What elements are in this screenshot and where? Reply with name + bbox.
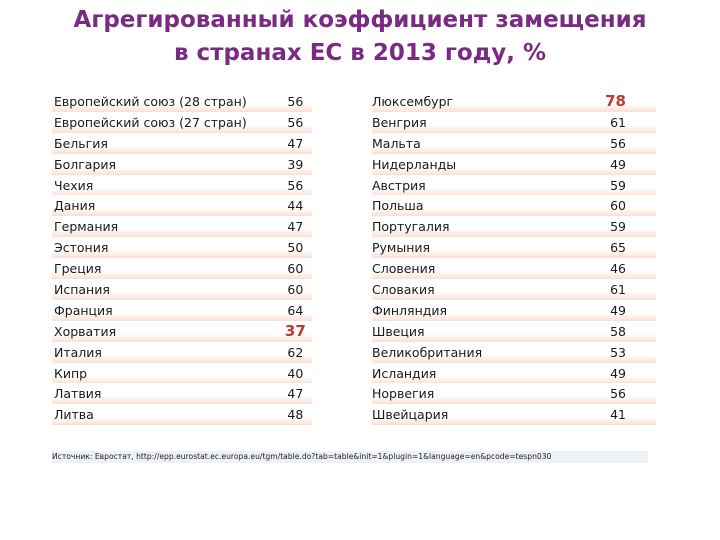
- country-name: Европейский союз (28 стран): [54, 93, 247, 109]
- country-name: Дания: [54, 198, 96, 214]
- replacement-rate-value: 64: [287, 302, 304, 318]
- left-table-row: [52, 195, 312, 216]
- country-name: Польша: [372, 198, 424, 214]
- replacement-rate-value: 60: [287, 281, 304, 297]
- country-name: Венгрия: [372, 114, 427, 130]
- left-table-row: [52, 342, 312, 363]
- right-table-row: [372, 112, 656, 133]
- replacement-rate-value: 49: [610, 156, 626, 172]
- country-name: Кипр: [54, 365, 88, 381]
- replacement-rate-value: 60: [287, 261, 304, 277]
- replacement-rate-value: 46: [610, 261, 626, 277]
- left-table-row: [52, 300, 312, 321]
- right-table-row: [372, 404, 656, 425]
- left-table-row: [52, 112, 312, 133]
- left-table-row: [52, 237, 312, 258]
- replacement-rate-value: 59: [610, 219, 626, 235]
- left-table-row: [52, 404, 312, 425]
- replacement-rate-value: 48: [287, 407, 304, 423]
- country-name: Мальта: [372, 135, 421, 151]
- replacement-rate-value: 56: [287, 177, 304, 193]
- country-name: Франция: [54, 302, 113, 318]
- left-table-row: [52, 383, 312, 404]
- left-table-row: [52, 279, 312, 300]
- replacement-rate-value: 60: [610, 198, 626, 214]
- country-name: Греция: [54, 261, 102, 277]
- country-name: Финляндия: [372, 302, 448, 318]
- country-name: Швейцария: [372, 407, 449, 423]
- country-name: Словакия: [372, 281, 435, 297]
- left-table-row: [52, 258, 312, 279]
- replacement-rate-value: 49: [610, 365, 626, 381]
- right-table-row: [372, 195, 656, 216]
- left-table-row: [52, 175, 312, 196]
- country-name: Исландия: [372, 365, 437, 381]
- replacement-rate-value: 56: [610, 386, 626, 402]
- title-line-2: в странах ЕС в 2013 году, %: [173, 40, 547, 66]
- country-name: Болгария: [54, 156, 117, 172]
- country-name: Норвегия: [372, 386, 435, 402]
- right-table-row: [372, 279, 656, 300]
- replacement-rate-value: 40: [287, 365, 304, 381]
- replacement-rate-value-highlight: 37: [284, 322, 306, 341]
- country-name: Румыния: [372, 240, 431, 256]
- country-name: Бельгия: [54, 135, 108, 151]
- replacement-rate-value: 50: [287, 240, 304, 256]
- right-table-row: [372, 91, 656, 112]
- country-name: Нидерланды: [372, 156, 457, 172]
- right-country-table: [372, 91, 656, 425]
- replacement-rate-value: 49: [610, 302, 626, 318]
- country-name: Германия: [54, 219, 119, 235]
- replacement-rate-value: 61: [610, 114, 626, 130]
- left-table-row: [52, 321, 312, 342]
- replacement-rate-value: 44: [287, 198, 304, 214]
- left-table-row: [52, 154, 312, 175]
- country-name: Австрия: [372, 177, 426, 193]
- country-name: Эстония: [54, 240, 109, 256]
- source-note: Источник: Евростат, http://epp.eurostat.ec.europa.eu/tgm/table.do?tab=table&init=1&plugin=1&language=en&pcode=tespn030: [52, 451, 648, 463]
- left-table-row: [52, 91, 312, 112]
- replacement-rate-value: 47: [287, 135, 304, 151]
- country-name: Швеция: [372, 323, 425, 339]
- country-name: Литва: [54, 407, 94, 423]
- country-name: Португалия: [372, 219, 450, 235]
- replacement-rate-value-highlight: 78: [605, 92, 626, 111]
- replacement-rate-value: 47: [287, 219, 304, 235]
- country-name: Словения: [372, 261, 436, 277]
- replacement-rate-value: 62: [287, 344, 304, 360]
- replacement-rate-value: 65: [610, 240, 626, 256]
- right-table-row: [372, 342, 656, 363]
- right-table-row: [372, 383, 656, 404]
- right-table-row: [372, 133, 656, 154]
- title-line-1: Агрегированный коэффициент замещения: [73, 7, 647, 33]
- page-title: [0, 4, 720, 70]
- replacement-rate-value: 56: [287, 114, 304, 130]
- right-table-row: [372, 321, 656, 342]
- country-name: Европейский союз (27 стран): [54, 114, 247, 130]
- replacement-rate-value: 58: [610, 323, 626, 339]
- right-table-row: [372, 216, 656, 237]
- right-table-row: [372, 175, 656, 196]
- country-name: Люксембург: [372, 93, 454, 109]
- country-name: Великобритания: [372, 344, 483, 360]
- replacement-rate-value: 56: [610, 135, 626, 151]
- left-table-row: [52, 216, 312, 237]
- country-name: Чехия: [54, 177, 94, 193]
- country-name: Хорватия: [54, 323, 117, 339]
- replacement-rate-value: 39: [287, 156, 304, 172]
- right-table-row: [372, 237, 656, 258]
- replacement-rate-value: 59: [610, 177, 626, 193]
- right-table-row: [372, 154, 656, 175]
- replacement-rate-value: 56: [287, 93, 304, 109]
- country-name: Италия: [54, 344, 102, 360]
- replacement-rate-value: 41: [610, 407, 626, 423]
- right-table-row: [372, 363, 656, 384]
- replacement-rate-value: 53: [610, 344, 626, 360]
- left-country-table: [52, 91, 312, 425]
- left-table-row: [52, 363, 312, 384]
- right-table-row: [372, 258, 656, 279]
- country-name: Испания: [54, 281, 110, 297]
- replacement-rate-value: 61: [610, 281, 626, 297]
- left-table-row: [52, 133, 312, 154]
- country-name: Латвия: [54, 386, 102, 402]
- right-table-row: [372, 300, 656, 321]
- replacement-rate-value: 47: [287, 386, 304, 402]
